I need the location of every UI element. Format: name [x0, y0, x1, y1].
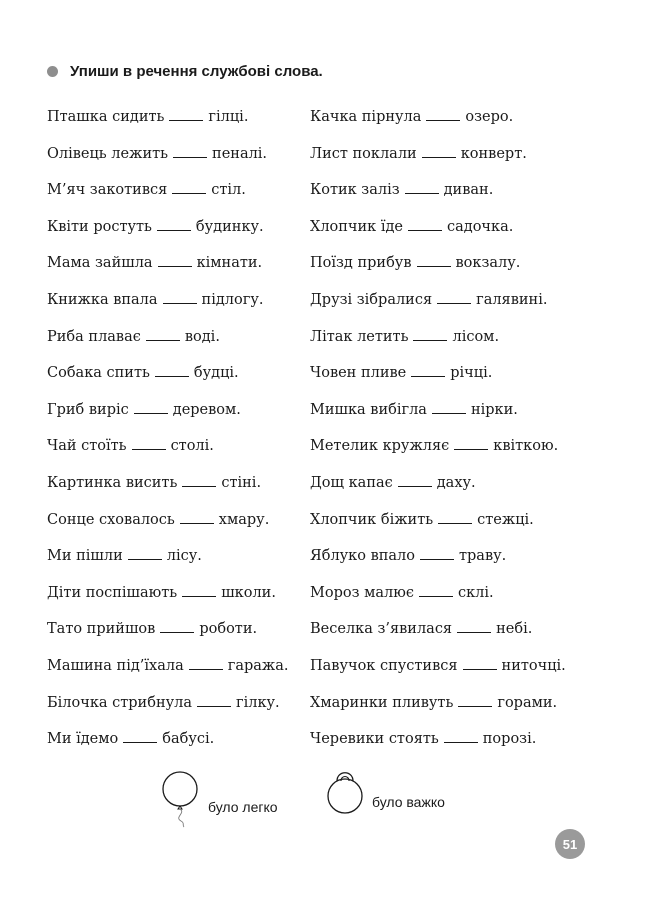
answer-blank[interactable]	[457, 619, 491, 633]
sentence-row: Собака спить будці.	[47, 365, 239, 382]
answer-blank[interactable]	[420, 546, 454, 560]
sentence-row: Сонце сховалось хмару.	[47, 511, 270, 528]
answer-blank[interactable]	[169, 107, 203, 121]
sentence-row: Машина під’їхала гаража.	[47, 657, 289, 674]
task-instruction: Упиши в речення службові слова.	[70, 63, 323, 80]
sentence-row: Риба плаває воді.	[47, 328, 220, 345]
answer-blank[interactable]	[444, 729, 478, 743]
sentence-row: Ми їдемо бабусі.	[47, 731, 215, 748]
answer-blank[interactable]	[123, 729, 157, 743]
answer-blank[interactable]	[422, 144, 456, 158]
answer-blank[interactable]	[417, 253, 451, 267]
answer-blank[interactable]	[158, 253, 192, 267]
answer-blank[interactable]	[398, 473, 432, 487]
sentence-row: Човен пливе річці.	[310, 365, 493, 382]
sentence-row: Літак летить лісом.	[310, 328, 500, 345]
answer-blank[interactable]	[160, 619, 194, 633]
answer-blank[interactable]	[182, 473, 216, 487]
sentence-row: Мороз малює склі.	[310, 584, 494, 601]
answer-blank[interactable]	[411, 363, 445, 377]
sentence-row: Квіти ростуть будинку.	[47, 218, 264, 235]
sentence-row: Метелик кружляє квіткою.	[310, 438, 559, 455]
answer-blank[interactable]	[146, 327, 180, 341]
answer-blank[interactable]	[132, 436, 166, 450]
sentence-row: Хлопчик біжить стежці.	[310, 511, 534, 528]
answer-blank[interactable]	[458, 693, 492, 707]
sentence-row: Павучок спустився ниточці.	[310, 657, 566, 674]
answer-blank[interactable]	[134, 400, 168, 414]
answer-blank[interactable]	[182, 583, 216, 597]
answer-blank[interactable]	[437, 290, 471, 304]
sentence-row: Тато прийшов роботи.	[47, 621, 258, 638]
rating-easy[interactable]	[160, 768, 278, 828]
sentence-row: Качка пірнула озеро.	[310, 109, 514, 125]
balloon-icon[interactable]	[160, 768, 204, 828]
page-number-badge: 51	[555, 829, 585, 859]
answer-blank[interactable]	[426, 107, 460, 121]
sentence-row: Дощ капає даху.	[310, 474, 476, 491]
sentence-row: Картинка висить стіні.	[47, 474, 262, 491]
rating-hard-label: було важко	[372, 794, 445, 810]
sentence-row: Друзі зібралися галявині.	[310, 291, 548, 308]
rating-easy-label: було легко	[208, 799, 278, 815]
sentence-row: Яблуко впало траву.	[310, 548, 507, 565]
sentence-row: Веселка з’явилася небі.	[310, 621, 533, 638]
sentence-row: Пташка сидить гілці.	[47, 109, 249, 125]
sentence-row: Мама зайшла кімнати.	[47, 255, 263, 272]
answer-blank[interactable]	[197, 693, 231, 707]
sentence-row: Хлопчик їде садочка.	[310, 218, 514, 235]
sentence-row: Книжка впала підлогу.	[47, 291, 264, 308]
rating-hard[interactable]	[324, 768, 445, 818]
answer-blank[interactable]	[419, 583, 453, 597]
sentence-row: Гриб виріс деревом.	[47, 401, 241, 418]
sentence-row: Хмаринки пливуть горами.	[310, 694, 558, 711]
answer-blank[interactable]	[180, 510, 214, 524]
sentence-row: М’яч закотився стіл.	[47, 182, 246, 199]
sentence-row: Ми пішли лісу.	[47, 548, 202, 565]
answer-blank[interactable]	[172, 180, 206, 194]
answer-blank[interactable]	[163, 290, 197, 304]
right-sentence-column	[310, 107, 610, 766]
sentence-row: Котик заліз диван.	[310, 182, 494, 199]
answer-blank[interactable]	[405, 180, 439, 194]
task-header	[47, 63, 323, 80]
bullet-icon	[47, 66, 58, 77]
answer-blank[interactable]	[155, 363, 189, 377]
answer-blank[interactable]	[454, 436, 488, 450]
sentence-row: Чай стоїть столі.	[47, 438, 214, 455]
answer-blank[interactable]	[463, 656, 497, 670]
answer-blank[interactable]	[128, 546, 162, 560]
answer-blank[interactable]	[408, 217, 442, 231]
sentence-row: Білочка стрибнула гілку.	[47, 694, 280, 711]
sentence-row: Черевики стоять порозі.	[310, 731, 537, 748]
answer-blank[interactable]	[189, 656, 223, 670]
kettlebell-icon[interactable]	[324, 768, 368, 818]
answer-blank[interactable]	[157, 217, 191, 231]
sentence-row: Лист поклали конверт.	[310, 145, 527, 162]
sentence-row: Поїзд прибув вокзалу.	[310, 255, 521, 272]
sentence-row: Олівець лежить пеналі.	[47, 145, 268, 162]
left-sentence-column	[47, 107, 327, 766]
answer-blank[interactable]	[432, 400, 466, 414]
sentence-row: Мишка вибігла нірки.	[310, 401, 518, 418]
sentence-row: Діти поспішають школи.	[47, 584, 276, 601]
answer-blank[interactable]	[413, 327, 447, 341]
answer-blank[interactable]	[173, 144, 207, 158]
answer-blank[interactable]	[438, 510, 472, 524]
